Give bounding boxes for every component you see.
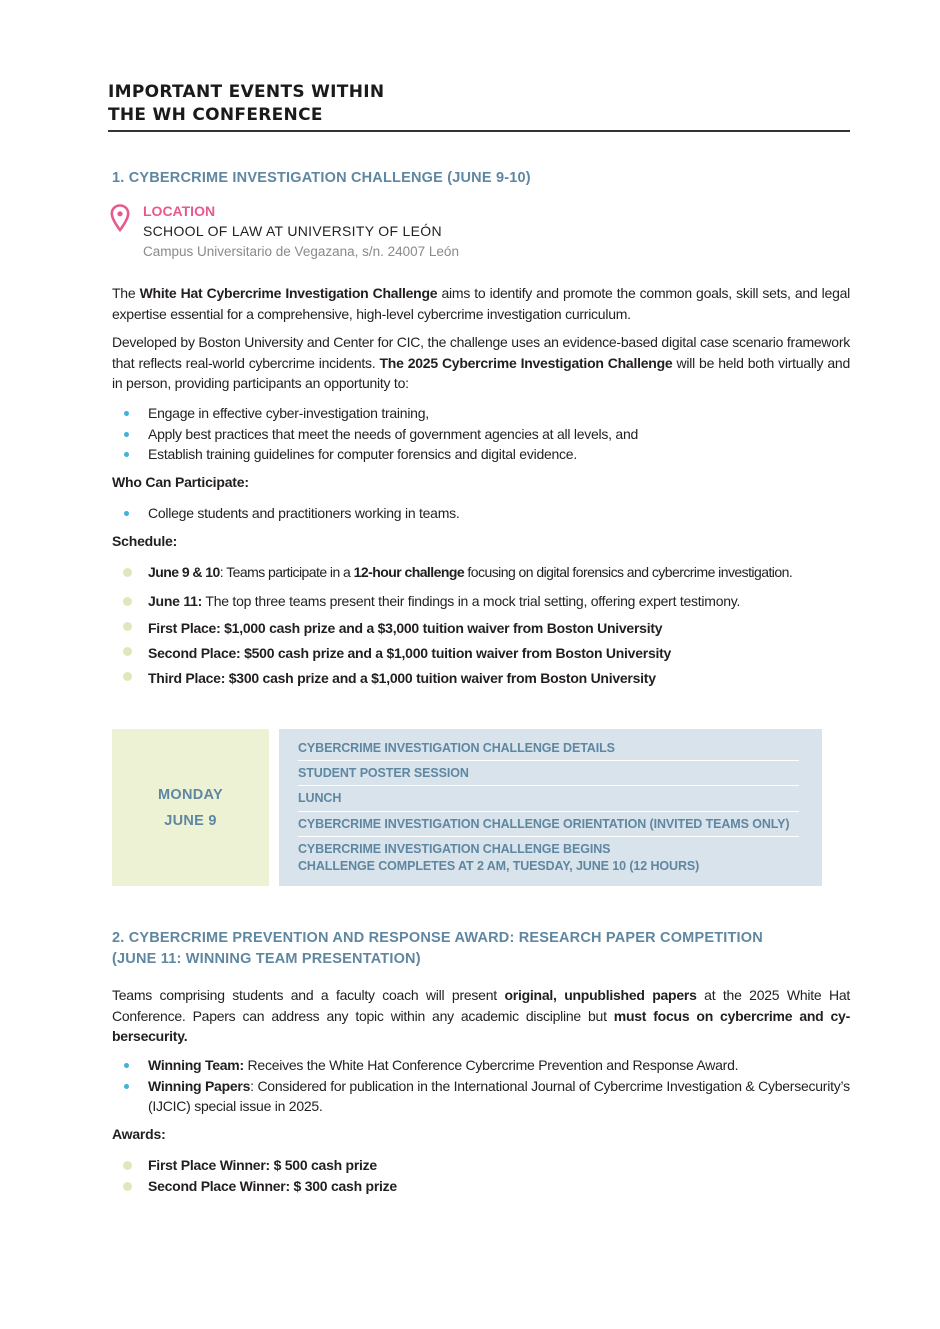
section-2-heading-line-2: (JUNE 11: WINNING TEAM PRESENTATION) — [112, 951, 421, 967]
schedule-label: Schedule: — [112, 533, 178, 549]
schedule-row: CYBERCRIME INVESTIGATION CHALLENGE BEGINS — [298, 842, 611, 856]
winning-list — [112, 1055, 852, 1117]
list-item: College students and practitioners working in teams. — [112, 503, 852, 524]
schedule-date: June 9 & 10 — [148, 564, 220, 580]
competition-bold-2: must focus on cybercrime and cy-bersecurity. — [112, 1007, 850, 1044]
competition-bold-1: original, unpublished papers — [504, 987, 697, 1003]
development-text-1: Developed by Boston University and Center for CIC, the challenge uses an evidence-based digital case scenario framework that reflects real-world cybercrime incidents. — [112, 334, 850, 371]
schedule-text: focusing on digital forensics and cybercrime investigation. — [464, 564, 793, 580]
intro-text-1: The — [112, 285, 140, 301]
list-item: Establish training guidelines for computer forensics and digital evidence. — [112, 444, 852, 465]
section-1-heading-text: 1. CYBERCRIME INVESTIGATION CHALLENGE (JUNE 9-10) — [112, 170, 531, 186]
section-2-heading — [112, 928, 763, 970]
prize-item: Third Place: $300 cash prize and a $1,000 tuition waiver from Boston University — [112, 666, 852, 691]
award-item: Second Place Winner: $ 300 cash prize — [112, 1176, 852, 1197]
day-date: JUNE 9 — [164, 812, 217, 829]
page-title — [108, 81, 628, 127]
location-label: LOCATION — [143, 203, 216, 219]
prizes-list — [112, 616, 852, 691]
list-item-text: : Considered for publication in the International Journal of Cybercrime Investigation & Cybersecurity’s (IJCIC) special issue in 2025. — [148, 1077, 850, 1114]
section-1-heading — [112, 168, 531, 189]
schedule-bold: 12-hour challenge — [353, 564, 465, 580]
awards-label: Awards: — [112, 1126, 166, 1142]
day-label-box — [112, 729, 269, 886]
prize-item: First Place: $1,000 cash prize and a $3,000 tuition waiver from Boston University — [112, 616, 852, 641]
schedule-list — [112, 562, 852, 583]
goals-list — [112, 403, 852, 465]
participants-list — [112, 503, 852, 524]
title-divider — [108, 130, 850, 132]
award-item: First Place Winner: $ 500 cash prize — [112, 1155, 852, 1176]
day-name: MONDAY — [158, 786, 223, 803]
list-item: Apply best practices that meet the needs of government agencies at all levels, and — [112, 424, 852, 445]
awards-list — [112, 1155, 852, 1196]
page-title-line-2: THE WH CONFERENCE — [108, 105, 323, 125]
list-item — [112, 1076, 852, 1117]
competition-text-1: Teams comprising students and a faculty coach will present — [112, 987, 505, 1003]
location-name: SCHOOL OF LAW AT UNIVERSITY OF LEÓN — [143, 223, 442, 239]
schedule-row: CHALLENGE COMPLETES AT 2 AM, TUESDAY, JUNE 10 (12 HOURS) — [298, 859, 700, 873]
schedule-list-2 — [112, 591, 852, 612]
schedule-row: LUNCH — [298, 790, 799, 812]
competition-text-2: at the 2025 White Hat Conference. Papers can address any topic within any academic discipline but — [112, 987, 850, 1024]
intro-paragraph — [112, 283, 850, 324]
location-address: Campus Universitario de Vegazana, s/n. 24007 León — [143, 244, 459, 259]
schedule-row: CYBERCRIME INVESTIGATION CHALLENGE DETAILS — [298, 740, 799, 761]
schedule-row: STUDENT POSTER SESSION — [298, 765, 799, 786]
list-item-bold: Winning Papers — [148, 1077, 251, 1094]
list-item-text: Receives the White Hat Conference Cybercrime Prevention and Response Award. — [243, 1057, 739, 1073]
list-item-bold: Winning Team: — [148, 1057, 244, 1073]
map-pin-icon — [110, 204, 130, 232]
schedule-date: June 11: — [148, 593, 203, 609]
development-bold: The 2025 Cybercrime Investigation Challenge — [379, 354, 673, 371]
development-text-2: will be held both virtually and in person, providing participants an opportunity to: — [112, 354, 850, 391]
intro-text-2: aims to identify and promote the common goals, skill sets, and legal expertise essential for a comprehensive, high-level cybercrime investigation curriculum. — [112, 285, 851, 322]
list-item: Engage in effective cyber-investigation training, — [112, 403, 852, 424]
list-item — [112, 1055, 852, 1076]
competition-paragraph — [112, 985, 850, 1047]
intro-bold: White Hat Cybercrime Investigation Challenge — [139, 285, 438, 301]
schedule-item — [112, 562, 852, 583]
schedule-row: CYBERCRIME INVESTIGATION CHALLENGE ORIENTATION (INVITED TEAMS ONLY) — [298, 816, 799, 837]
page-title-line-1: IMPORTANT EVENTS WITHIN — [108, 82, 385, 102]
schedule-item — [112, 591, 852, 612]
section-2-heading-line-1: 2. CYBERCRIME PREVENTION AND RESPONSE AWARD: RESEARCH PAPER COMPETITION — [112, 930, 763, 946]
schedule-text: The top three teams present their findings in a mock trial setting, offering expert testimony. — [202, 593, 741, 609]
development-paragraph — [112, 332, 850, 394]
prize-item: Second Place: $500 cash prize and a $1,000 tuition waiver from Boston University — [112, 641, 852, 666]
schedule-text: : Teams participate in a — [219, 564, 354, 580]
who-can-participate-label: Who Can Participate: — [112, 474, 249, 490]
day-schedule-box — [279, 729, 822, 886]
